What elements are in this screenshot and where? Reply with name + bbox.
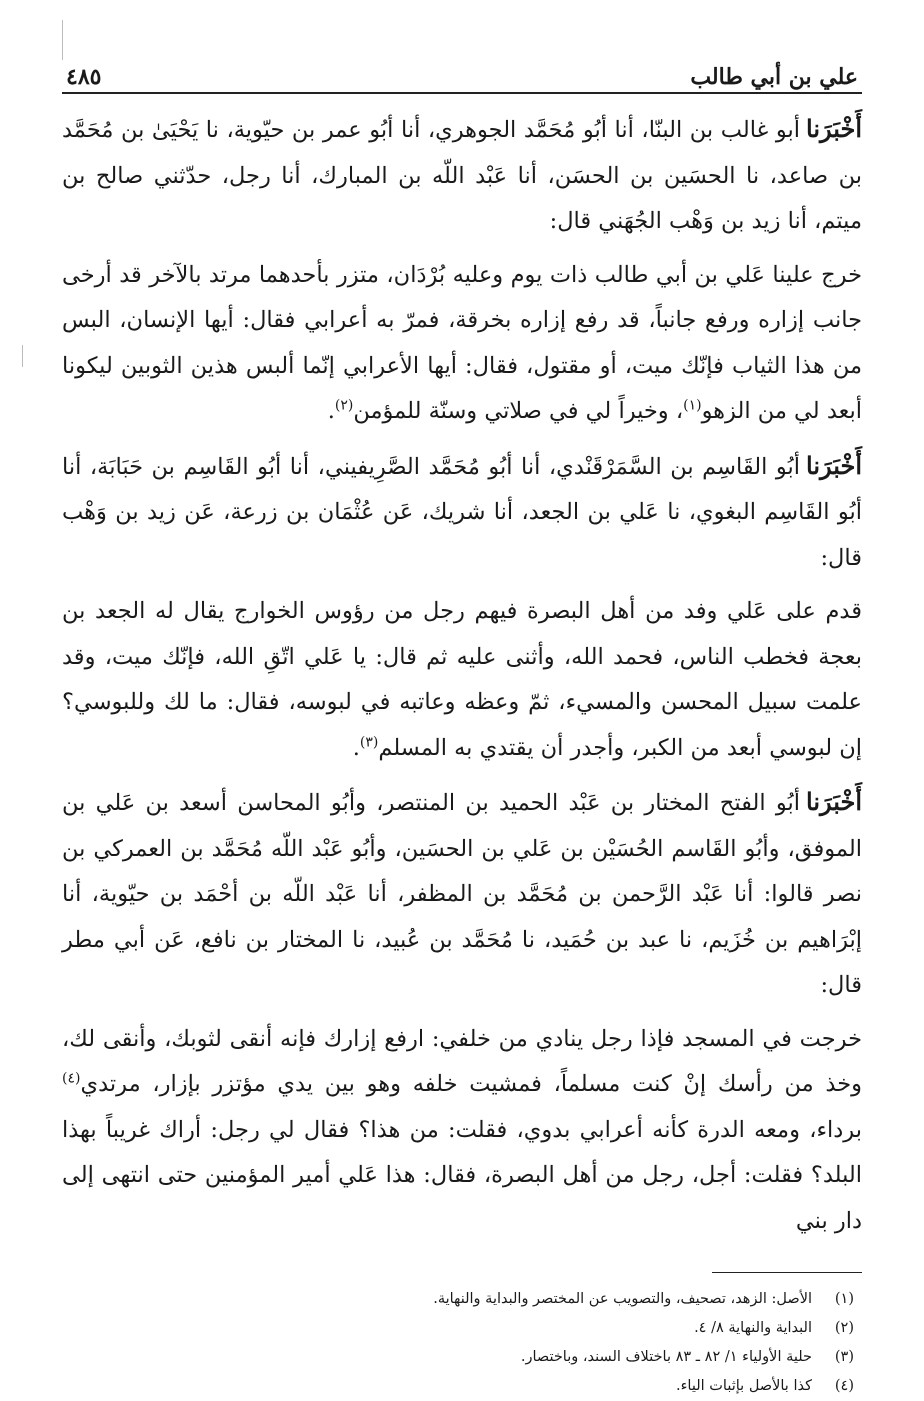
paragraph-1 <box>62 106 862 245</box>
footnotes <box>62 1285 862 1401</box>
footnote-ref[interactable]: (٣) <box>359 734 379 750</box>
footnote <box>62 1285 862 1314</box>
page-body <box>62 106 862 1244</box>
footnote-divider <box>712 1272 862 1273</box>
paragraph-text: أبو غالب بن البنّا، أنا أبُو مُحَمَّد الجوهري، أنا أبُو عمر بن حيّوية، نا يَحْيَىٰ بن مُحَمَّد بن صاعد، نا الحسَين بن الحسَن، أنا عَبْد اللّه بن المبارك، أنا رجل، حدّثني صالح بن ميتم، أنا زيد بن وَهْب الجُهَني قال: <box>62 117 862 234</box>
footnote-ref[interactable]: (٢) <box>334 397 354 414</box>
paragraph-5 <box>62 779 862 1009</box>
footnote-text: حلية الأولياء ١/ ٨٢ ـ ٨٣ باختلاف السند، وباختصار. <box>520 1349 812 1365</box>
paragraph-lead: أَخْبَرَنا <box>806 787 862 816</box>
paragraph-text: خرج علينا عَلي بن أبي طالب ذات يوم وعليه بُرْدَان، متزر بأحدهما مرتد بالآخر قد أرخى جانب إزاره ورفع جانباً، قد رفع إزاره بخرقة، فمرّ به أعرابي فقال: أيها الإنسان، البس من هذا الثياب فإنّك ميت، أو مقتول، فقال: أيها الأعرابي إنّما ألبس هذين الثوبين ليكونا أبعد لي من الزهو <box>62 261 862 424</box>
paragraph-text: أبُو الفتح المختار بن عَبْد الحميد بن المنتصر، وأبُو المحاسن أسعد بن عَلي بن الموفق، وأبُو القَاسم الحُسَيْن بن عَلي بن الحسَين، وأبُو عَبْد اللّه مُحَمَّد بن العمركي بن نصر قالوا: أنا عَبْد الرَّحمن بن مُحَمَّد بن المظفر، أنا عَبْد اللّه بن أحْمَد بن حيّوية، أنا إبْرَاهيم بن خُزَيم، نا عبد بن حُمَيد، نا مُحَمَّد بن عُبيد، نا المختار بن نافع، عَن أبي مطر قال: <box>62 790 862 998</box>
paragraph-text: . <box>327 398 335 424</box>
paragraph-text: ، وخيراً لي في صلاتي وسنّة للمؤمن <box>353 398 684 424</box>
footnote-number: (٢) <box>834 1320 854 1336</box>
footnote <box>62 1314 862 1343</box>
footnote-number: (٣) <box>834 1349 854 1365</box>
paragraph-text: . <box>352 734 360 761</box>
paragraph-text: أبُو القَاسِم بن السَّمَرْقَنْدي، أنا أبُو مُحَمَّد الصَّرِيفيني، أنا أبُو القَاسِم بن حَبَابَة، أنا أبُو القَاسِم البغوي، نا عَلي بن الجعد، أنا شريك، عَن عُثْمَان بن زرعة، عَن زيد بن وَهْب قال: <box>62 453 862 571</box>
footnote-text: البداية والنهاية ٨/ ٤. <box>694 1320 812 1336</box>
paragraph-4 <box>62 589 862 771</box>
footnote-ref[interactable]: (٤) <box>62 1070 81 1087</box>
paragraph-2 <box>62 253 862 435</box>
footnote <box>62 1372 862 1401</box>
paragraph-lead: أَخْبَرَنا <box>806 114 862 143</box>
footnote <box>62 1343 862 1372</box>
running-title: علي بن أبي طالب <box>690 64 858 90</box>
paragraph-3 <box>62 443 862 582</box>
paragraph-6 <box>62 1017 862 1245</box>
running-header <box>62 48 862 94</box>
page-number: ٤٨٥ <box>66 64 102 90</box>
footnote-text: كذا بالأصل بإثبات الياء. <box>676 1378 812 1394</box>
margin-mark <box>22 345 23 367</box>
footnote-ref[interactable]: (١) <box>683 397 702 414</box>
footnote-number: (٤) <box>834 1378 854 1394</box>
paragraph-lead: أَخْبَرَنا <box>806 450 862 480</box>
footnote-text: الأصل: الزهد، تصحيف، والتصويب عن المختصر والبداية والنهاية. <box>433 1291 812 1307</box>
paragraph-text: خرجت في المسجد فإذا رجل ينادي من خلفي: ارفع إزارك فإنه أنقى لثوبك، وأنقى لك، وخذ من رأسك إنْ كنت مسلماً، فمشيت خلفه وهو بين يدي مؤتزر بإزار، مرتدي <box>62 1025 862 1097</box>
book-page <box>62 48 862 1401</box>
footnote-number: (١) <box>834 1291 854 1307</box>
paragraph-text: قدم على عَلي وفد من أهل البصرة فيهم رجل من رؤوس الخوارج يقال له الجعد بن بعجة فخطب الناس، فحمد الله، وأثنى عليه ثم قال: يا عَلي اتّقِ الله، فإنّك ميت، وقد علمت سبيل المحسن والمسيء، ثمّ وعظه وعاتبه في لبوسه، فقال: ما لك وللبوسي؟ إن لبوسي أبعد من الكبر، وأجدر أن يقتدي به المسلم <box>62 598 862 761</box>
paragraph-text: برداء، ومعه الدرة كأنه أعرابي بدوي، فقلت: من هذا؟ فقال لي رجل: أراك غريباً بهذا البلد؟ فقلت: أجل، رجل من أهل البصرة، فقال: هذا عَلي أمير المؤمنين حتى انتهى إلى دار بني <box>62 1116 862 1234</box>
